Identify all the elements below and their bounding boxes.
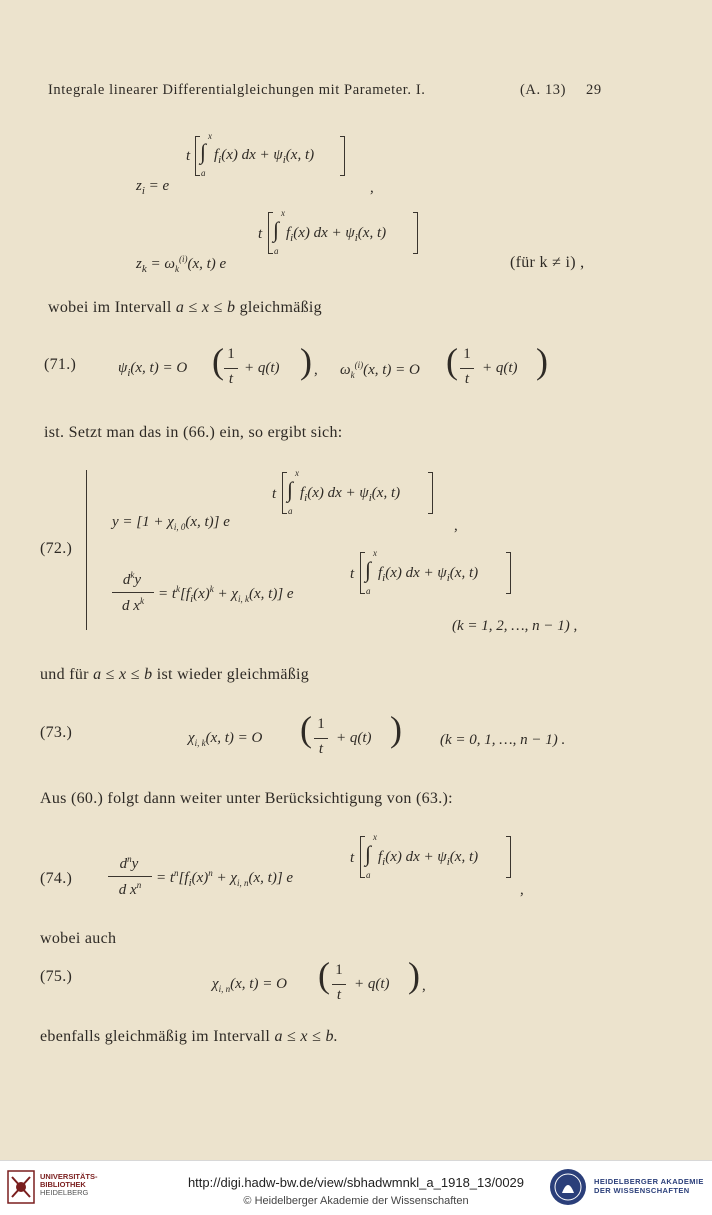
footer-bar [0, 1160, 712, 1215]
eq74-rhs: = $t^n[f_i(x)^n + \chi_{i, n}(x$, t)] e [156, 868, 294, 889]
paren-close: ) [408, 955, 420, 995]
upper-limit: x [373, 832, 377, 842]
paren-open: ( [300, 709, 312, 749]
paren-close: ) [536, 341, 548, 381]
lower-limit: a [274, 246, 279, 256]
condition-k-neq-i: (für k ≠ i) , [510, 254, 585, 271]
integral-sign: ∫ [287, 477, 294, 502]
paren-open: ( [446, 341, 458, 381]
eq72-label: (72.) [40, 540, 73, 557]
running-title: Integrale linearer Differentialgleichungen mit Parameter. I. [48, 82, 426, 98]
eq75-chi: $\chi_{i, n}(x$, t) = O [212, 976, 287, 994]
comma: , [520, 882, 524, 898]
fraction-bar [224, 368, 238, 369]
integral-sign: ∫ [273, 217, 280, 242]
plus-q: + q(t) [336, 730, 372, 746]
text-line: und für a ≤ x ≤ b ist wieder gleichmäßig [40, 666, 310, 683]
fraction-bar [112, 592, 154, 593]
system-brace [86, 470, 95, 630]
lower-limit: a [366, 870, 371, 880]
academy-logo-text: HEIDELBERGER AKADEMIE DER WISSENSCHAFTEN [594, 1177, 704, 1195]
eq73-chi: $\chi_{i, k}(x$, t) = O [188, 730, 263, 748]
lower-limit: a [288, 506, 293, 516]
integrand: $f_i(x)$ dx + $\psi_i(x$, t) [378, 849, 479, 868]
comma: , [422, 978, 426, 994]
plus-q: + q(t) [354, 976, 390, 992]
separator: , [314, 362, 318, 378]
frac-den: t [336, 987, 342, 1003]
frac-den: t [318, 741, 324, 757]
fraction-bar [108, 876, 152, 877]
exp-t: t [258, 226, 263, 242]
page-number: 29 [586, 82, 602, 98]
upper-limit: x [208, 131, 212, 141]
exp-t: t [350, 850, 355, 866]
section-ref: (A. 13) [520, 82, 567, 98]
eq73-condition: (k = 0, 1, …, n − 1) . [440, 732, 566, 748]
fraction-bar [314, 738, 328, 739]
eq71-label: (71.) [44, 356, 77, 373]
eq72-y: $y = [1 + \chi_{i, 0}(x$, t)] e [112, 514, 230, 532]
university-library-logo-text: UNIVERSITÄTS- BIBLIOTHEK HEIDELBERG [40, 1172, 98, 1197]
plus-q: + q(t) [482, 360, 518, 376]
paren-open: ( [318, 955, 330, 995]
integral-sign: ∫ [365, 557, 372, 582]
eq71-psi: $\psi_i(x$, t) = O [118, 360, 188, 379]
exp-t: t [186, 148, 191, 164]
text-line: ist. Setzt man das in (66.) ein, so ergibt sich: [44, 424, 343, 441]
eq75-label: (75.) [40, 968, 73, 985]
eq74-label: (74.) [40, 870, 73, 887]
eq72-condition: (k = 1, 2, …, n − 1) , [452, 618, 578, 634]
exp-t: t [272, 486, 277, 502]
lower-limit: a [201, 168, 206, 178]
dky-numerator: $d^ky$ [122, 570, 142, 588]
text-line: wobei im Intervall a ≤ x ≤ b gleichmäßig [48, 299, 322, 316]
upper-limit: x [295, 468, 299, 478]
exp-t: t [350, 566, 355, 582]
fraction-bar [332, 984, 346, 985]
paren-close: ) [390, 709, 402, 749]
upper-limit: x [373, 548, 377, 558]
text-line: ebenfalls gleichmäßig im Intervall a ≤ x ≤ b. [40, 1028, 339, 1045]
frac-num: 1 [227, 346, 235, 362]
eq73-label: (73.) [40, 724, 73, 741]
frac-den: t [464, 371, 470, 387]
integrand: $f_i(x)$ dx + $\psi_i(x$, t) [214, 147, 315, 166]
zk-lhs: $z_k = \omega_k^{(i)}(x$, t) e [136, 254, 227, 275]
fraction-bar [460, 368, 474, 369]
frac-den: t [228, 371, 234, 387]
right-bracket [413, 212, 418, 254]
academy-seal-icon [548, 1167, 588, 1207]
right-bracket [506, 552, 511, 594]
dxk-denominator: d $x^k$ [122, 596, 144, 614]
comma: , [370, 180, 374, 196]
copyright-notice: © Heidelberger Akademie der Wissenschaften [243, 1195, 469, 1207]
integral-sign: ∫ [365, 841, 372, 866]
text-line: Aus (60.) folgt dann weiter unter Berücksichtigung von (63.): [40, 790, 453, 807]
plus-q: + q(t) [244, 360, 280, 376]
paren-close: ) [300, 341, 312, 381]
frac-num: 1 [335, 962, 343, 978]
integrand: $f_i(x)$ dx + $\psi_i(x$, t) [378, 565, 479, 584]
right-bracket [340, 136, 345, 176]
dxn-denominator: d $x^n$ [118, 880, 142, 898]
right-bracket [428, 472, 433, 514]
upper-limit: x [281, 208, 285, 218]
frac-num: 1 [317, 716, 325, 732]
right-bracket [506, 836, 511, 878]
zi-lhs: $z_i = e$ [136, 178, 170, 197]
text-line: wobei auch [40, 930, 117, 947]
dny-numerator: $d^ny$ [119, 854, 139, 872]
paren-open: ( [212, 341, 224, 381]
integrand: $f_i(x)$ dx + $\psi_i(x$, t) [286, 225, 387, 244]
integrand: $f_i(x)$ dx + $\psi_i(x$, t) [300, 485, 401, 504]
frac-num: 1 [463, 346, 471, 362]
source-url-link[interactable]: http://digi.hadw-bw.de/view/sbhadwmnkl_a_1918_13/0029 [187, 1175, 525, 1190]
lower-limit: a [366, 586, 371, 596]
eq72-rhs: = $t^k[f_i(x)^k + \chi_{i, k}(x$, t)] e [158, 584, 294, 605]
integral-sign: ∫ [200, 139, 207, 164]
eq71-omega: $\omega_k^{(i)}(x$, t) = O [340, 360, 420, 380]
comma: , [454, 518, 458, 534]
